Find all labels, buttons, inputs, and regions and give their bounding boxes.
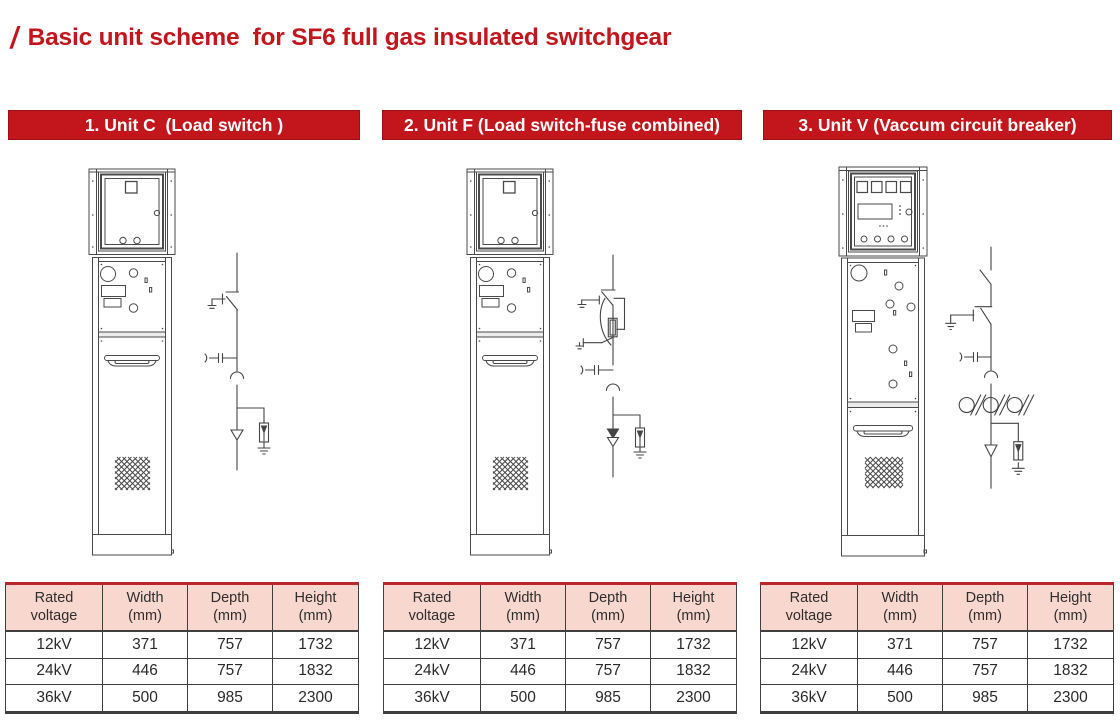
page-title: Basic unit scheme for SF6 full gas insulated switchgear [27,23,672,51]
unit-f-header-label: 2. Unit F (Load switch-fuse combined) [404,114,720,135]
table-header-row [761,584,1114,632]
spec-cell: 24kV [761,658,858,685]
spec-cell: 36kV [6,685,103,713]
table-header-row [6,584,359,632]
spec-cell: 12kV [384,631,481,658]
spec-cell: 500 [858,685,943,713]
spec-cell: 24kV [6,658,103,685]
table-row [761,631,1114,658]
spec-col-header: Depth (mm) [566,584,651,632]
spec-cell: 24kV [384,658,481,685]
unit-v-header-bar [763,110,1112,140]
spec-col-header: Height (mm) [1028,584,1114,632]
spec-cell: 1832 [1028,658,1114,685]
title-slash-icon: / [10,20,19,55]
table-row [6,658,359,685]
page-title-row [10,22,671,53]
spec-cell: 757 [566,658,651,685]
spec-col-header: Height (mm) [651,584,737,632]
table-row [761,658,1114,685]
unit-c-spec-table [5,582,359,714]
spec-cell: 36kV [384,685,481,713]
spec-cell: 757 [188,631,273,658]
unit-v-spec-table [760,582,1114,714]
unit-v-circuit-diagram [940,243,1090,493]
spec-cell: 500 [481,685,566,713]
table-row [384,658,737,685]
spec-cell: 2300 [651,685,737,713]
spec-col-header: Depth (mm) [943,584,1028,632]
spec-col-header: Rated voltage [761,584,858,632]
spec-cell: 12kV [6,631,103,658]
spec-cell: 985 [188,685,273,713]
unit-f-cabinet-drawing [466,168,554,558]
spec-col-header: Width (mm) [103,584,188,632]
spec-cell: 446 [858,658,943,685]
spec-cell: 757 [943,658,1028,685]
spec-cell: 1732 [1028,631,1114,658]
table-row [6,631,359,658]
spec-cell: 985 [566,685,651,713]
spec-cell: 371 [481,631,566,658]
unit-c-cabinet-drawing [88,168,176,558]
spec-cell: 12kV [761,631,858,658]
spec-cell: 757 [566,631,651,658]
table-row [384,685,737,713]
spec-cell: 371 [858,631,943,658]
spec-cell: 757 [188,658,273,685]
spec-cell: 500 [103,685,188,713]
unit-c-circuit-diagram [195,245,295,480]
unit-c-header-label: 1. Unit C (Load switch ) [84,114,284,135]
cabinet-front-view [466,168,554,558]
unit-v-cabinet-drawing [838,166,928,558]
cabinet-front-view [838,166,928,558]
spec-cell: 1732 [651,631,737,658]
unit-f-header-bar [382,110,742,140]
spec-cell: 371 [103,631,188,658]
spec-col-header: Width (mm) [858,584,943,632]
spec-cell: 1732 [273,631,359,658]
spec-col-header: Height (mm) [273,584,359,632]
spec-cell: 1832 [273,658,359,685]
spec-cell: 2300 [1028,685,1114,713]
spec-cell: 36kV [761,685,858,713]
cabinet-front-view [88,168,176,558]
spec-cell: 446 [103,658,188,685]
spec-cell: 1832 [651,658,737,685]
spec-col-header: Width (mm) [481,584,566,632]
spec-cell: 757 [943,631,1028,658]
spec-col-header: Depth (mm) [188,584,273,632]
table-row [384,631,737,658]
unit-f-circuit-diagram [565,245,665,485]
spec-col-header: Rated voltage [384,584,481,632]
table-header-row [384,584,737,632]
unit-c-header-bar [8,110,360,140]
spec-cell: 985 [943,685,1028,713]
table-row [6,685,359,713]
spec-col-header: Rated voltage [6,584,103,632]
spec-cell: 446 [481,658,566,685]
unit-f-spec-table [383,582,737,714]
table-row [761,685,1114,713]
spec-cell: 2300 [273,685,359,713]
unit-v-header-label: 3. Unit V (Vaccum circuit breaker) [798,114,1077,135]
